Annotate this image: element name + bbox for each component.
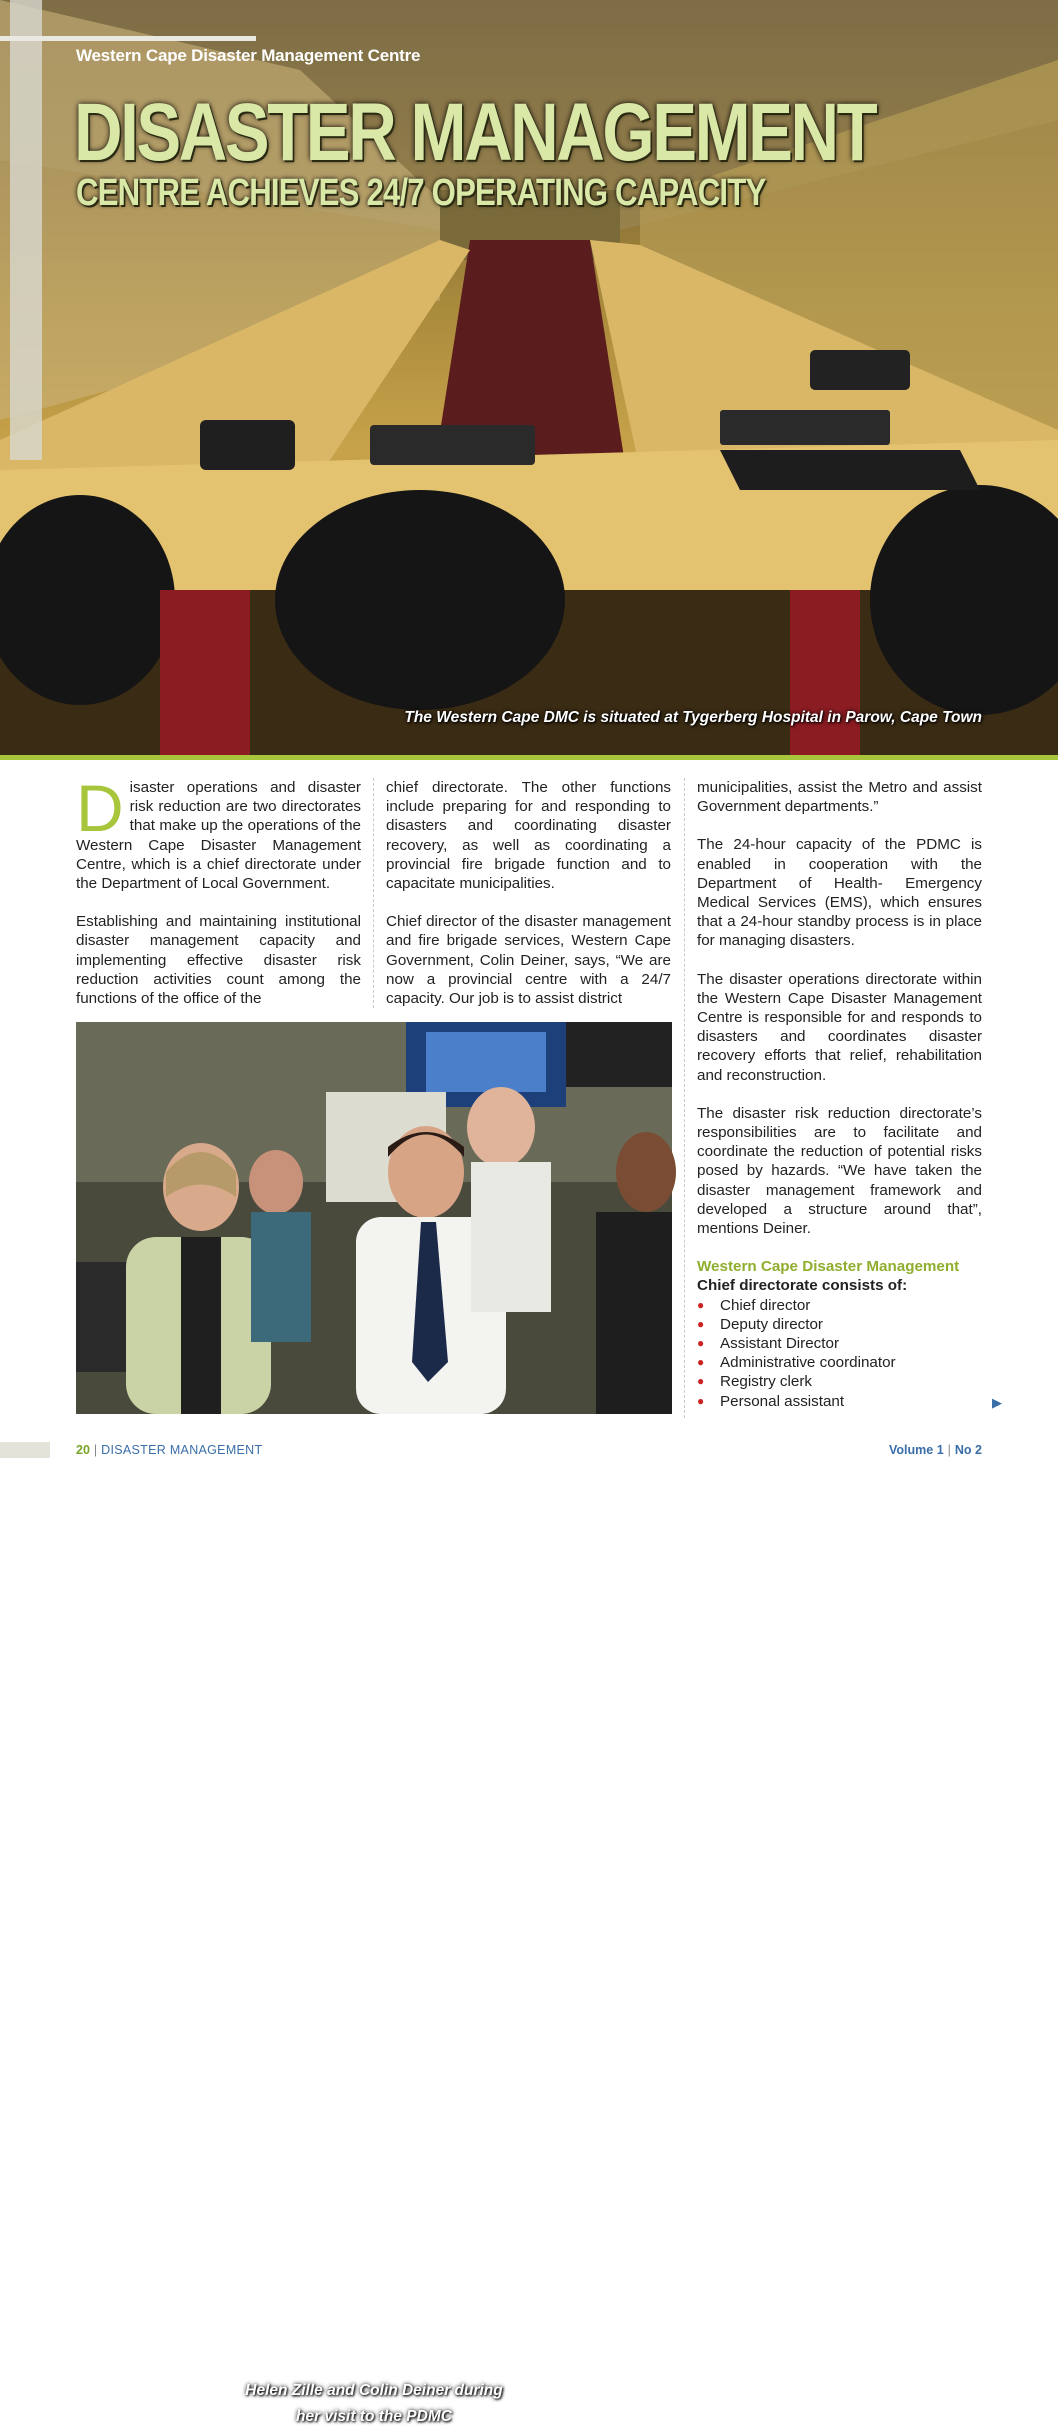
photo-caption — [76, 2378, 672, 2430]
publication-name: DISASTER MANAGEMENT — [101, 1443, 263, 1457]
column-divider — [373, 778, 374, 1008]
accent-divider — [0, 755, 1058, 760]
hero-caption: The Western Cape DMC is situated at Tygerberg Hospital in Parow, Cape Town — [404, 709, 982, 726]
photo-caption-line: her visit to the PDMC — [296, 2408, 452, 2425]
paragraph: Establishing and maintaining institutional disaster management capacity and implementing effective disaster risk reduction activities count among the functions of the office of the — [76, 913, 361, 1008]
volume-label: Volume 1 — [889, 1443, 944, 1457]
list-item: ● Assistant Director — [697, 1334, 982, 1353]
list-item: ● Deputy director — [697, 1315, 982, 1334]
column-divider — [684, 778, 685, 1418]
paragraph: chief directorate. The other functions include preparing for and responding to disasters and coordinating disaster recovery, as well as coordinating a provincial fire brigade function and to capacitate municipalities. — [386, 779, 671, 893]
footer-left: 20 | DISASTER MANAGEMENT — [76, 1443, 263, 1457]
list-item: ● Administrative coordinator — [697, 1353, 982, 1372]
photo-caption-line: Helen Zille and Colin Deiner during — [245, 2382, 503, 2399]
roles-list — [697, 1296, 982, 1411]
footer-right: Volume 1 | No 2 — [889, 1443, 982, 1457]
issue-label: No 2 — [954, 1443, 982, 1457]
headline-main: DISASTER MANAGEMENT — [74, 87, 876, 178]
hero-photo — [0, 0, 1058, 755]
paragraph: The disaster operations directorate within the Western Cape Disaster Management Centre is responsible for and responds to disasters and coordinates disaster recovery efforts that relief, rehabilitation and reconstruction. — [697, 970, 982, 1084]
section-label: Western Cape Disaster Management Centre — [76, 46, 421, 65]
list-item: ● Registry clerk — [697, 1372, 982, 1391]
paragraph: Disaster operations and disaster risk reduction are two directorates that make up the operations of the Western Cape Disaster Management Centre, which is a chief directorate under the Department of Local Government. — [76, 771, 361, 893]
paragraph: municipalities, assist the Metro and assist Government departments.” — [697, 779, 982, 816]
paragraph: The 24-hour capacity of the PDMC is enabled in cooperation with the Department of Health- Emergency Medical Services (EMS), which ensures that a 24-hour standby process is in place for managing disasters. — [697, 836, 982, 950]
paragraph: Chief director of the disaster management and fire brigade services, Western Cape Government, Colin Deiner, says, “We are now a provincial centre with a 24/7 capacity. Our job is to assist district — [386, 913, 671, 1008]
article-column-1 — [76, 771, 361, 1027]
list-subheading: Chief directorate consists of: — [697, 1277, 908, 1295]
visit-photo-illustration — [76, 1022, 672, 1414]
footer-tab — [0, 1442, 50, 1458]
top-rule — [0, 36, 256, 41]
drop-cap: D — [76, 771, 124, 845]
headline-sub: CENTRE ACHIEVES 24/7 OPERATING CAPACITY — [76, 172, 766, 214]
continue-arrow-icon[interactable]: ▶ — [992, 1395, 1002, 1410]
article-column-2 — [386, 778, 671, 1027]
list-item: ● Personal assistant — [697, 1392, 982, 1411]
paragraph: The disaster risk reduction directorate’s responsibilities are to facilitate and coordinate the reduction of potential risks posed by hazards. “We have taken the disaster management framework and developed a structure around that”, mentions Deiner. — [697, 1104, 982, 1238]
list-heading: Western Cape Disaster Management — [697, 1258, 960, 1276]
article-column-3 — [697, 778, 982, 1411]
page-number: 20 — [76, 1443, 90, 1457]
list-item: ● Chief director — [697, 1296, 982, 1315]
